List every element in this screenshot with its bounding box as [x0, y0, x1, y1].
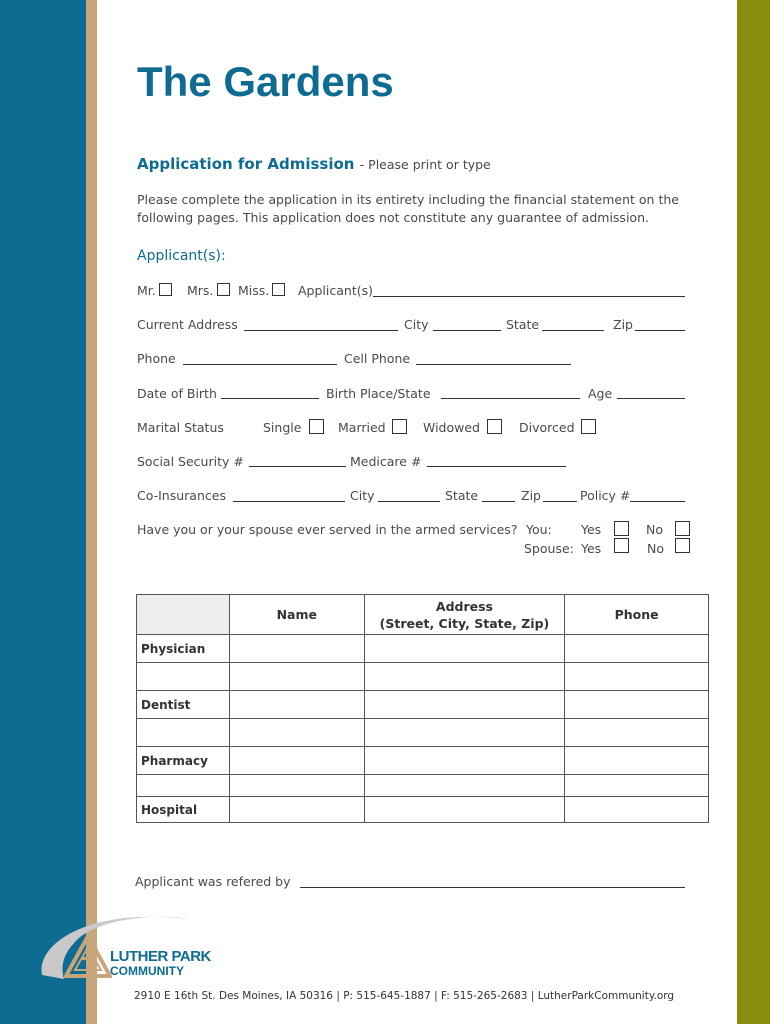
marital-status-label: Marital Status [137, 420, 224, 435]
current-address-label: Current Address [137, 317, 238, 332]
header-phone: Phone [565, 595, 709, 635]
header-blank-cell [137, 595, 230, 635]
cell-phone-field[interactable] [416, 364, 571, 365]
row-label-dentist: Dentist [137, 691, 230, 719]
policy-field[interactable] [630, 501, 685, 502]
header-address-line1: Address [435, 598, 493, 614]
mrs-checkbox[interactable] [217, 283, 230, 296]
hospital-phone-cell[interactable] [565, 797, 709, 823]
table-row [137, 635, 709, 663]
city-field[interactable] [433, 330, 501, 331]
pharmacy-extra-name-cell[interactable] [229, 775, 364, 797]
dentist-name-cell[interactable] [229, 691, 364, 719]
triangle-cross-icon [64, 934, 112, 978]
co-insurances-field[interactable] [233, 501, 345, 502]
current-address-field[interactable] [244, 330, 398, 331]
mr-label: Mr. [137, 283, 156, 298]
dentist-extra-address-cell[interactable] [364, 719, 565, 747]
pharmacy-extra-phone-cell[interactable] [565, 775, 709, 797]
referred-by-field[interactable] [300, 887, 685, 888]
physician-address-cell[interactable] [364, 635, 565, 663]
physician-phone-cell[interactable] [565, 635, 709, 663]
divorced-checkbox[interactable] [581, 419, 596, 434]
widowed-label: Widowed [423, 420, 480, 435]
table-row [137, 747, 709, 775]
logo-text-luther-park: LUTHER PARK [110, 948, 211, 965]
spouse-no-label: No [647, 541, 664, 556]
row-label-physician: Physician [137, 635, 230, 663]
single-checkbox[interactable] [309, 419, 324, 434]
left-blue-band [0, 0, 86, 1024]
armed-services-question: Have you or your spouse ever served in the armed services? [137, 522, 518, 537]
hospital-address-cell[interactable] [364, 797, 565, 823]
medicare-field[interactable] [427, 466, 566, 467]
policy-label: Policy # [580, 488, 631, 503]
dentist-extra-name-cell[interactable] [229, 719, 364, 747]
cell-phone-label: Cell Phone [344, 351, 411, 366]
dob-field[interactable] [221, 398, 319, 399]
table-row [137, 719, 709, 747]
single-label: Single [263, 420, 302, 435]
insurance-zip-field[interactable] [543, 501, 577, 502]
medicare-label: Medicare # [350, 454, 422, 469]
phone-label: Phone [137, 351, 176, 366]
dentist-address-cell[interactable] [364, 691, 565, 719]
insurance-city-field[interactable] [378, 501, 440, 502]
married-label: Married [338, 420, 386, 435]
row-label-hospital: Hospital [137, 797, 230, 823]
dentist-extra-label-cell [137, 719, 230, 747]
physician-name-cell[interactable] [229, 635, 364, 663]
table-row [137, 775, 709, 797]
city-label: City [404, 317, 429, 332]
intro-text: Please complete the application in its entirety including the financial statement on the following pages. This application does not constitute any guarantee of admission. [137, 192, 679, 225]
page-title: The Gardens [137, 58, 394, 105]
you-yes-label: Yes [581, 522, 602, 537]
contacts-table [136, 594, 709, 823]
physician-extra-address-cell[interactable] [364, 663, 565, 691]
pharmacy-phone-cell[interactable] [565, 747, 709, 775]
logo-text-community: COMMUNITY [110, 964, 184, 978]
divorced-label: Divorced [519, 420, 575, 435]
applicants-heading: Applicant(s): [137, 248, 226, 264]
table-header-row [137, 595, 709, 635]
applicants-field[interactable] [373, 296, 685, 297]
insurance-state-field[interactable] [482, 501, 515, 502]
mr-checkbox[interactable] [159, 283, 172, 296]
miss-label: Miss. [238, 283, 270, 298]
physician-extra-name-cell[interactable] [229, 663, 364, 691]
age-field[interactable] [617, 398, 685, 399]
state-label: State [506, 317, 540, 332]
dentist-phone-cell[interactable] [565, 691, 709, 719]
state-field[interactable] [542, 330, 604, 331]
insurance-zip-label: Zip [521, 488, 541, 503]
spouse-yes-checkbox[interactable] [614, 538, 629, 553]
age-label: Age [588, 386, 613, 401]
header-address-line2: (Street, City, State, Zip) [379, 615, 550, 631]
pharmacy-extra-label-cell [137, 775, 230, 797]
right-olive-band [737, 0, 770, 1024]
spouse-yes-label: Yes [581, 541, 602, 556]
zip-field[interactable] [635, 330, 685, 331]
insurance-city-label: City [350, 488, 375, 503]
miss-checkbox[interactable] [272, 283, 285, 296]
widowed-checkbox[interactable] [487, 419, 502, 434]
pharmacy-extra-address-cell[interactable] [364, 775, 565, 797]
physician-extra-label-cell [137, 663, 230, 691]
spouse-no-checkbox[interactable] [675, 538, 690, 553]
table-row [137, 663, 709, 691]
row-label-pharmacy: Pharmacy [137, 747, 230, 775]
insurance-state-label: State [445, 488, 479, 503]
pharmacy-name-cell[interactable] [229, 747, 364, 775]
footer-contact: 2910 E 16th St. Des Moines, IA 50316 | P: 515-645-1887 | F: 515-265-2683 | LutherParkCommunity.org [134, 990, 675, 1002]
table-row [137, 691, 709, 719]
birth-place-field[interactable] [441, 398, 580, 399]
pharmacy-address-cell[interactable] [364, 747, 565, 775]
referred-by-label: Applicant was refered by [135, 874, 291, 889]
you-label: You: [526, 522, 552, 537]
header-name: Name [229, 595, 364, 635]
birth-place-label: Birth Place/State [326, 386, 431, 401]
table-row [137, 797, 709, 823]
married-checkbox[interactable] [392, 419, 407, 434]
applicants-label: Applicant(s) [298, 283, 373, 298]
co-insurances-label: Co-Insurances [137, 488, 226, 503]
ssn-label: Social Security # [137, 454, 244, 469]
you-no-checkbox[interactable] [675, 521, 690, 536]
physician-extra-phone-cell[interactable] [565, 663, 709, 691]
you-no-label: No [646, 522, 663, 537]
header-address [364, 595, 565, 635]
application-title: Application for Admission [137, 155, 355, 173]
ssn-field[interactable] [249, 466, 346, 467]
application-heading [137, 155, 491, 173]
application-subtitle: - Please print or type [359, 157, 491, 172]
you-yes-checkbox[interactable] [614, 521, 629, 536]
dentist-extra-phone-cell[interactable] [565, 719, 709, 747]
mrs-label: Mrs. [187, 283, 214, 298]
hospital-name-cell[interactable] [229, 797, 364, 823]
zip-label: Zip [613, 317, 633, 332]
spouse-label: Spouse: [524, 541, 574, 556]
dob-label: Date of Birth [137, 386, 217, 401]
phone-field[interactable] [183, 364, 337, 365]
left-tan-stripe [86, 0, 97, 1024]
